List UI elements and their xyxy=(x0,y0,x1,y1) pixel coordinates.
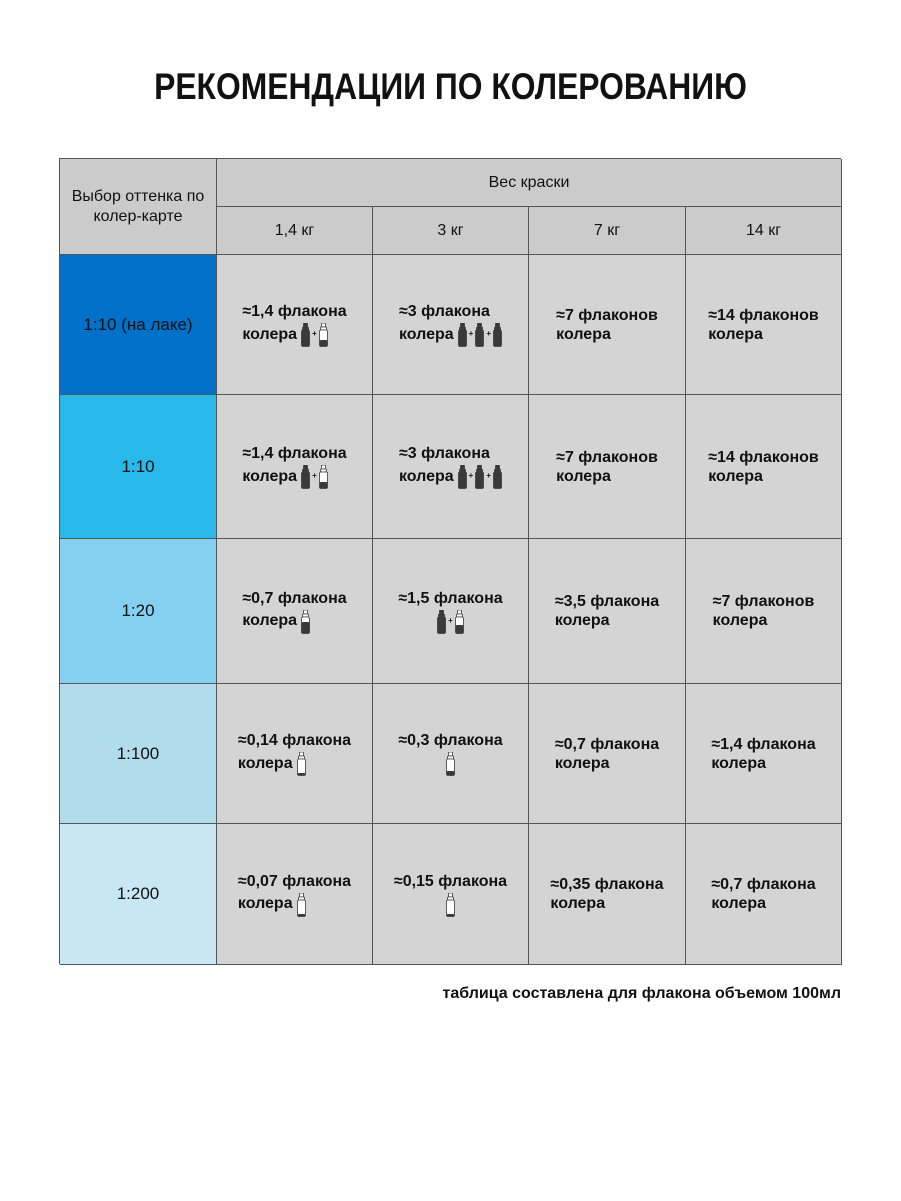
dosage-amount: ≈1,4 флакона xyxy=(242,303,347,320)
dosage-line2 xyxy=(556,325,658,344)
dosage-unit: колера xyxy=(711,754,767,772)
dosage-unit: колера xyxy=(708,325,763,343)
dosage-cell xyxy=(686,684,842,824)
dosage-line2 xyxy=(242,321,346,347)
header-weight-4 xyxy=(686,207,842,255)
dosage-amount: ≈7 флаконов xyxy=(556,306,658,324)
dosage-text xyxy=(242,589,346,634)
shade-label: 1:20 xyxy=(121,601,155,620)
header-paint-weight-label: Вес краски xyxy=(488,173,570,191)
dosage-unit: колера xyxy=(242,325,298,343)
dosage-text xyxy=(555,592,659,630)
dosage-amount: ≈0,3 флакона xyxy=(398,732,503,749)
footnote: таблица составлена для флакона объемом 100мл xyxy=(442,985,841,1002)
dosage-line2 xyxy=(711,894,815,913)
dosage-cell xyxy=(217,255,373,395)
shade-label: 1:100 xyxy=(116,743,160,763)
plus-icon: + xyxy=(312,329,317,338)
dosage-line2 xyxy=(708,467,819,486)
shade-cell xyxy=(60,539,217,684)
dosage-text xyxy=(713,592,815,630)
plus-icon: + xyxy=(468,329,474,338)
header-paint-weight xyxy=(217,159,842,207)
bottle-group xyxy=(297,750,306,776)
dosage-cell xyxy=(217,395,373,539)
dosage-amount: ≈14 флаконов xyxy=(708,306,819,324)
dosage-line2 xyxy=(242,608,346,634)
dosage-amount: ≈0,7 флакона xyxy=(554,735,660,753)
shade-label: 1:200 xyxy=(116,884,160,903)
page-title: РЕКОМЕНДАЦИИ ПО КОЛЕРОВАНИЮ xyxy=(154,66,747,107)
dosage-cell xyxy=(686,255,842,395)
dosage-unit: колера xyxy=(237,895,293,912)
dosage-amount: ≈1,5 флакона xyxy=(398,589,503,607)
dosage-cell xyxy=(217,824,373,965)
bottle-icon xyxy=(319,323,328,347)
bottle-icon xyxy=(455,610,464,634)
bottle-icon xyxy=(301,465,310,489)
bottle-icon xyxy=(475,323,484,347)
bottle-group xyxy=(301,321,328,347)
dosage-amount: ≈7 флаконов xyxy=(556,448,658,466)
shade-cell xyxy=(60,395,217,539)
shade-label: 1:10 xyxy=(121,456,155,476)
dosage-cell xyxy=(373,824,529,965)
dosage-line2 xyxy=(550,894,663,913)
dosage-unit: колера xyxy=(398,325,454,343)
dosage-line2 xyxy=(399,463,502,489)
dosage-unit: колера xyxy=(237,754,293,772)
dosage-text xyxy=(555,735,659,773)
dosage-unit: колера xyxy=(242,612,298,629)
dosage-text xyxy=(711,735,815,773)
bottle-group xyxy=(446,750,455,776)
dosage-cell xyxy=(529,824,686,965)
dosage-line2 xyxy=(555,611,659,630)
dosage-cell xyxy=(686,824,842,965)
dosage-amount: ≈0,35 флакона xyxy=(550,876,664,893)
dosage-amount: ≈3 флакона xyxy=(398,303,490,320)
dosage-line2 xyxy=(708,325,819,344)
bottle-icon xyxy=(446,893,455,917)
dosage-amount: ≈1,4 флакона xyxy=(242,445,347,462)
header-shade-choice-label: Выбор оттенка по колер-карте xyxy=(71,187,205,225)
bottle-icon xyxy=(458,465,467,489)
dosage-text xyxy=(398,589,502,634)
dosage-unit: колера xyxy=(554,754,610,772)
dosage-cell xyxy=(529,395,686,539)
shade-cell xyxy=(60,255,217,395)
shade-label: 1:10 (на лаке) xyxy=(83,314,193,334)
dosage-amount: ≈3 флакона xyxy=(398,445,490,462)
dosage-cell xyxy=(686,539,842,684)
plus-icon: + xyxy=(448,615,453,625)
dosage-text xyxy=(238,872,351,917)
dosage-line2 xyxy=(399,321,502,347)
dosage-unit: колера xyxy=(556,325,611,343)
dosage-amount: ≈0,15 флакона xyxy=(393,872,508,890)
plus-icon: + xyxy=(486,329,492,338)
dosage-cell xyxy=(529,684,686,824)
bottle-icon xyxy=(475,465,484,489)
dosage-cell xyxy=(529,539,686,684)
bottle-icon xyxy=(446,752,455,776)
bottle-group xyxy=(297,891,306,917)
dosage-line2 xyxy=(398,750,502,776)
dosage-unit: колера xyxy=(242,467,298,485)
dosage-amount: ≈3,5 флакона xyxy=(554,593,660,610)
dosage-amount: ≈14 флаконов xyxy=(708,448,819,466)
dosage-line2 xyxy=(713,611,815,630)
dosage-amount: ≈0,07 флакона xyxy=(237,872,352,890)
dosage-text xyxy=(242,302,346,347)
dosage-text xyxy=(242,444,346,489)
dosage-amount: ≈0,7 флакона xyxy=(711,876,816,893)
dosage-unit: колера xyxy=(550,895,606,912)
header-weight-label: 7 кг xyxy=(593,221,621,239)
dosage-text xyxy=(550,875,663,913)
dosage-cell xyxy=(373,255,529,395)
dosage-cell xyxy=(373,395,529,539)
dosage-text xyxy=(711,875,815,913)
shade-cell xyxy=(60,824,217,965)
dosage-amount: ≈0,14 флакона xyxy=(237,732,352,749)
dosage-line2 xyxy=(556,467,658,486)
bottle-group xyxy=(458,463,502,489)
dosage-line2 xyxy=(238,891,351,917)
header-shade-choice xyxy=(60,159,217,255)
bottle-icon xyxy=(493,323,502,347)
bottle-icon xyxy=(437,610,446,634)
bottle-group xyxy=(458,321,502,347)
header-weight-3 xyxy=(529,207,686,255)
dosage-unit: колера xyxy=(711,895,767,912)
dosage-text xyxy=(398,731,502,776)
dosage-cell xyxy=(217,684,373,824)
dosage-cell xyxy=(529,255,686,395)
bottle-icon xyxy=(301,610,310,634)
dosage-amount: ≈7 флаконов xyxy=(712,593,815,610)
dosage-cell xyxy=(373,539,529,684)
dosage-unit: колера xyxy=(556,467,611,485)
bottle-icon xyxy=(297,752,306,776)
dosage-unit: колера xyxy=(398,467,454,485)
dosage-text xyxy=(399,302,502,347)
dosage-unit: колера xyxy=(708,467,763,485)
dosage-cell xyxy=(373,684,529,824)
plus-icon: + xyxy=(312,471,317,480)
bottle-group xyxy=(301,463,328,489)
dosage-text xyxy=(238,731,351,776)
bottle-group xyxy=(301,608,310,634)
plus-icon: + xyxy=(486,471,492,480)
dosage-text xyxy=(556,448,658,486)
header-weight-2 xyxy=(373,207,529,255)
dosage-text xyxy=(556,306,658,344)
dosage-unit: колера xyxy=(554,612,610,629)
bottle-icon xyxy=(297,893,306,917)
dosage-text xyxy=(708,306,819,344)
dosage-line2 xyxy=(242,463,346,489)
dosage-line2 xyxy=(394,891,507,917)
bottle-group xyxy=(437,608,464,634)
dosage-text xyxy=(708,448,819,486)
bottle-icon xyxy=(319,465,328,489)
dosage-cell xyxy=(217,539,373,684)
header-weight-label: 14 кг xyxy=(745,221,782,239)
dosage-unit: колера xyxy=(712,612,768,629)
dosage-line2 xyxy=(555,754,659,773)
dosage-line2 xyxy=(238,750,351,776)
header-weight-label: 1,4 кг xyxy=(274,221,315,239)
dosage-line2 xyxy=(711,754,815,773)
bottle-icon xyxy=(301,323,310,347)
dosage-amount: ≈1,4 флакона xyxy=(711,735,816,753)
tinting-table xyxy=(59,158,841,964)
bottle-icon xyxy=(493,465,502,489)
dosage-line2 xyxy=(398,608,502,634)
bottle-group xyxy=(446,891,455,917)
header-weight-label: 3 кг xyxy=(437,221,464,239)
plus-icon: + xyxy=(468,471,474,480)
dosage-text xyxy=(394,872,507,917)
bottle-icon xyxy=(458,323,467,347)
header-weight-1 xyxy=(217,207,373,255)
dosage-text xyxy=(399,444,502,489)
dosage-cell xyxy=(686,395,842,539)
dosage-amount: ≈0,7 флакона xyxy=(242,589,347,607)
shade-cell xyxy=(60,684,217,824)
